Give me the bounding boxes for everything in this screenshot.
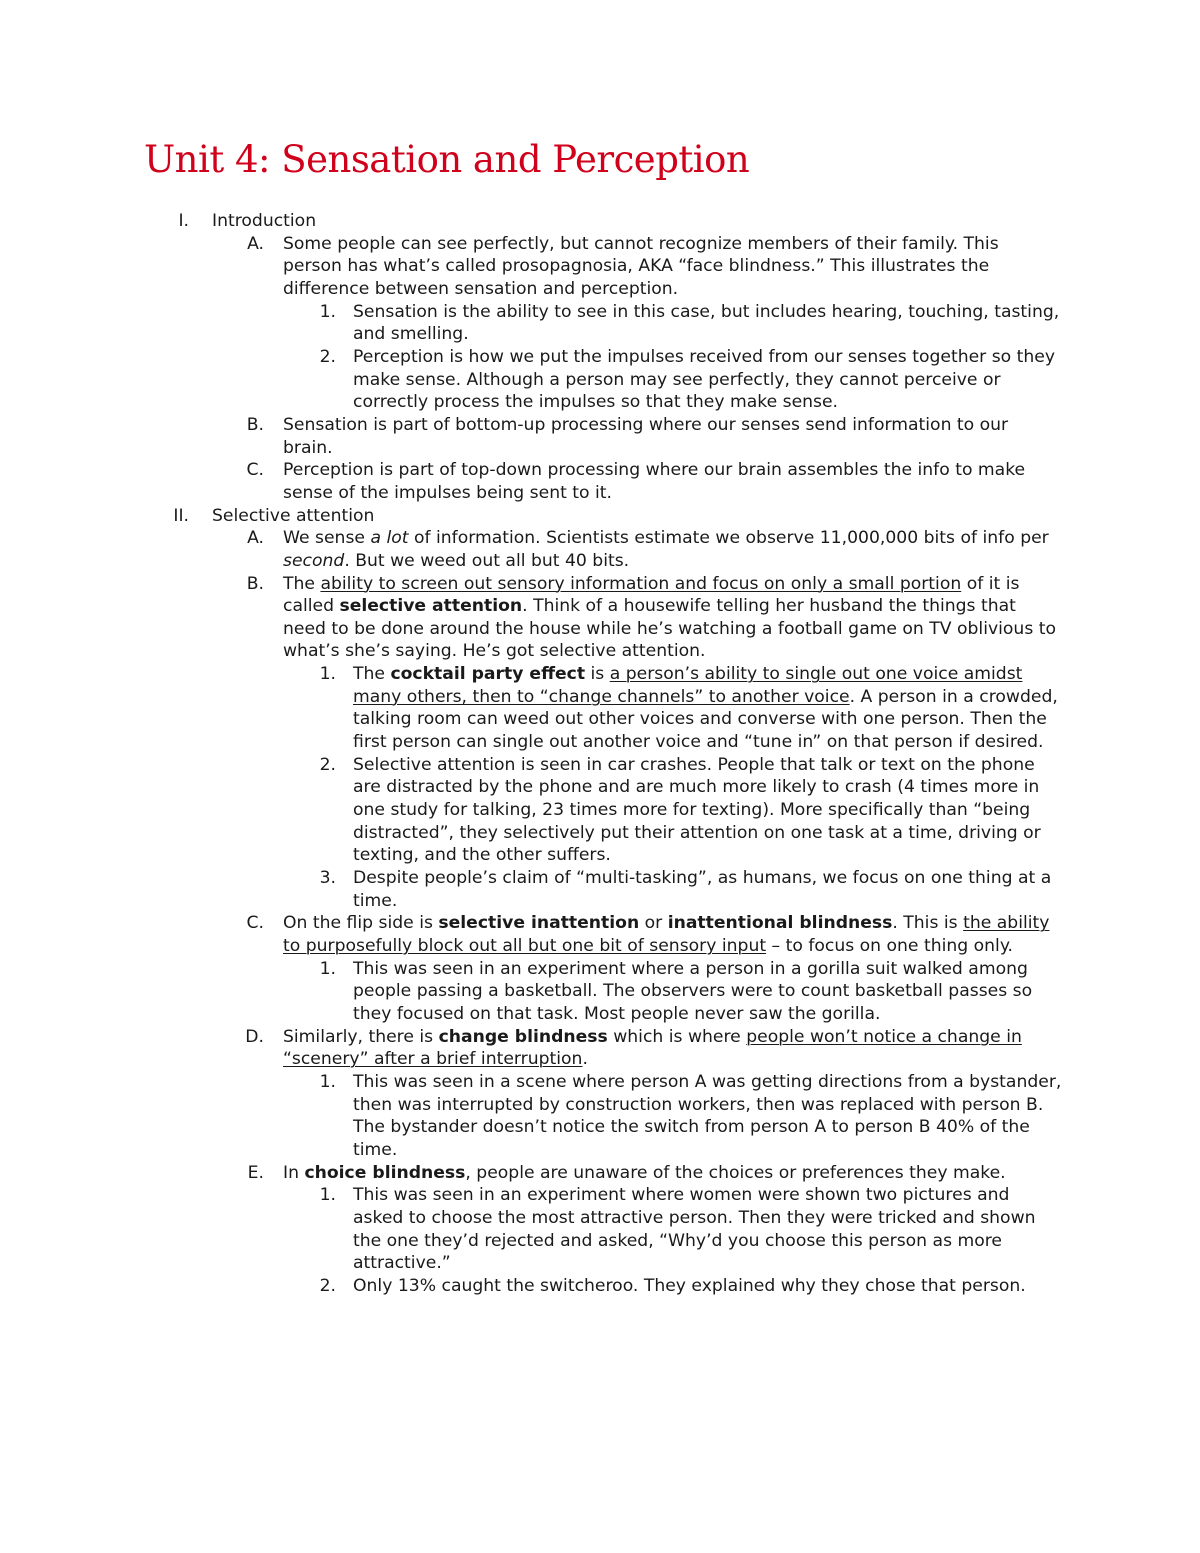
item-marker: A. bbox=[247, 233, 264, 254]
underlined-definition: people won’t notice a change in “scenery” after a brief interruption bbox=[283, 1026, 1022, 1070]
bold-term: selective inattention bbox=[438, 913, 640, 934]
text-run: We sense bbox=[283, 528, 371, 549]
item-text bbox=[283, 1026, 1063, 1071]
outline-item-level-2 bbox=[0, 1026, 1200, 1071]
item-text: This was seen in a scene where person A was getting directions from a bystander, then was interrupted by construction workers, then was replaced with person B. The bystander doesn’t notice the switch from person A to person B 40% of the time. bbox=[353, 1071, 1062, 1160]
underlined-definition: the ability to purposefully block out all but one bit of sensory input bbox=[283, 913, 1050, 956]
item-text: Despite people’s claim of “multi-tasking”, as humans, we focus on one thing at a time. bbox=[353, 868, 1052, 911]
item-marker: II. bbox=[173, 505, 189, 526]
outline-item-level-2 bbox=[0, 233, 1200, 301]
italic-emphasis: second bbox=[283, 550, 345, 571]
item-marker: 2. bbox=[319, 346, 336, 367]
bold-term: cocktail party effect bbox=[390, 664, 586, 685]
text-run: On the flip side is bbox=[283, 913, 439, 934]
text-run: . Think of a housewife telling her husband the things that need to be done around the house while he’s watching a football game on TV oblivious to what’s she’s saying. He’s got selective attention. bbox=[283, 596, 1056, 662]
item-marker: 1. bbox=[319, 958, 336, 979]
outline-item-level-3 bbox=[0, 867, 1200, 912]
outline-item-level-2 bbox=[0, 527, 1200, 572]
item-text: Some people can see perfectly, but cannot recognize members of their family. This person has what’s called prosopagnosia, AKA “face blindness.” This illustrates the difference between sensation and perception. bbox=[283, 233, 999, 299]
text-run: , people are unaware of the choices or preferences they make. bbox=[465, 1162, 1006, 1183]
item-text: Sensation is part of bottom-up processing where our senses send information to our brain. bbox=[283, 414, 1009, 458]
outline-item-level-2 bbox=[0, 459, 1200, 504]
item-text bbox=[283, 573, 1063, 664]
item-marker: B. bbox=[246, 573, 264, 594]
bold-term: selective attention bbox=[339, 596, 523, 617]
text-run: or bbox=[639, 913, 668, 934]
text-run: . This is bbox=[892, 913, 964, 934]
item-marker: 2. bbox=[319, 1275, 336, 1296]
text-run: The bbox=[353, 664, 391, 685]
item-text: This was seen in an experiment where women were shown two pictures and asked to choose the most attractive person. Then they were tricked and shown the one they’d rejected and asked, “Why’d you choose this person as more attractive.” bbox=[353, 1185, 1036, 1274]
bold-term: inattentional blindness bbox=[667, 913, 893, 934]
outline-item-level-3 bbox=[0, 1071, 1200, 1162]
text-run: The bbox=[283, 573, 321, 594]
item-text bbox=[283, 1162, 1063, 1185]
item-marker: 1. bbox=[319, 1185, 336, 1206]
item-marker: 1. bbox=[319, 301, 336, 322]
text-run: which is where bbox=[607, 1026, 747, 1047]
item-marker: 1. bbox=[319, 1071, 336, 1092]
text-run: – to focus on one thing only. bbox=[766, 936, 1014, 956]
item-text: Sensation is the ability to see in this case, but includes hearing, touching, tasting, and smelling. bbox=[353, 301, 1060, 345]
text-run: of information. Scientists estimate we observe 11,000,000 bits of info per bbox=[408, 528, 1049, 549]
item-marker: E. bbox=[247, 1162, 264, 1183]
item-text bbox=[283, 912, 1063, 957]
item-text bbox=[353, 663, 1065, 754]
item-text: Perception is how we put the impulses received from our senses together so they make sense. Although a person may see perfectly, they cannot perceive or correctly process the impulses so that they make sense. bbox=[353, 346, 1056, 413]
text-run: . But we weed out all but 40 bits. bbox=[344, 550, 630, 571]
item-text: Selective attention bbox=[212, 505, 375, 526]
underlined-definition: ability to screen out sensory information and focus on only a small portion bbox=[320, 573, 962, 594]
item-text: Perception is part of top-down processing where our brain assembles the info to make sense of the impulses being sent to it. bbox=[283, 460, 1026, 503]
outline-item-level-3 bbox=[0, 1275, 1200, 1298]
bold-term: change blindness bbox=[438, 1026, 608, 1047]
outline-item-level-3 bbox=[0, 754, 1200, 867]
text-run: . A person in a crowded, talking room can weed out other voices and converse with one person. Then the first person can single out another voice and “tune in” on that person if desired. bbox=[353, 686, 1058, 753]
text-run: is bbox=[585, 664, 610, 685]
outline-item-level-3 bbox=[0, 346, 1200, 414]
outline bbox=[0, 210, 1200, 1298]
outline-item-level-3 bbox=[0, 301, 1200, 346]
outline-item-level-1 bbox=[0, 210, 1200, 233]
item-marker: 2. bbox=[319, 754, 336, 775]
item-marker: C. bbox=[246, 460, 264, 481]
outline-item-level-2 bbox=[0, 573, 1200, 664]
bold-term: choice blindness bbox=[304, 1162, 466, 1183]
item-marker: D. bbox=[245, 1026, 264, 1047]
item-text: Only 13% caught the switcheroo. They explained why they chose that person. bbox=[353, 1275, 1026, 1296]
item-marker: C. bbox=[246, 913, 264, 934]
outline-item-level-2 bbox=[0, 912, 1200, 957]
item-text: Selective attention is seen in car crashes. People that talk or text on the phone are distracted by the phone and are much more likely to crash (4 times more in one study for talking, 23 times more for texting). More specifically than “being distracted”, they selectively put their attention on one task at a time, driving or texting, and the other suffers. bbox=[353, 754, 1041, 866]
underlined-definition: a person’s ability to single out one voice amidst many others, then to “change channels” to another voice bbox=[353, 664, 1023, 707]
outline-item-level-3 bbox=[0, 1184, 1200, 1275]
outline-item-level-2 bbox=[0, 414, 1200, 459]
item-text: Introduction bbox=[212, 211, 317, 231]
item-marker: 3. bbox=[319, 868, 336, 889]
outline-item-level-3 bbox=[0, 958, 1200, 1026]
item-marker: B. bbox=[246, 414, 264, 435]
page-title: Unit 4: Sensation and Perception bbox=[144, 138, 750, 181]
text-run: of it is called bbox=[283, 573, 1020, 617]
outline-item-level-3 bbox=[0, 663, 1200, 754]
outline-item-level-1 bbox=[0, 505, 1200, 528]
item-marker: 1. bbox=[319, 664, 336, 685]
text-run: Similarly, there is bbox=[283, 1026, 439, 1047]
item-marker: A. bbox=[247, 528, 264, 549]
item-text bbox=[283, 527, 1063, 572]
text-run: In bbox=[283, 1162, 305, 1183]
italic-emphasis: a lot bbox=[370, 528, 409, 549]
item-text: This was seen in an experiment where a person in a gorilla suit walked among people passing a basketball. The observers were to count basketball passes so they focused on that task. Most people never saw the gorilla. bbox=[353, 958, 1033, 1024]
outline-item-level-2 bbox=[0, 1162, 1200, 1185]
item-marker: I. bbox=[178, 211, 189, 231]
text-run: . bbox=[582, 1049, 588, 1070]
